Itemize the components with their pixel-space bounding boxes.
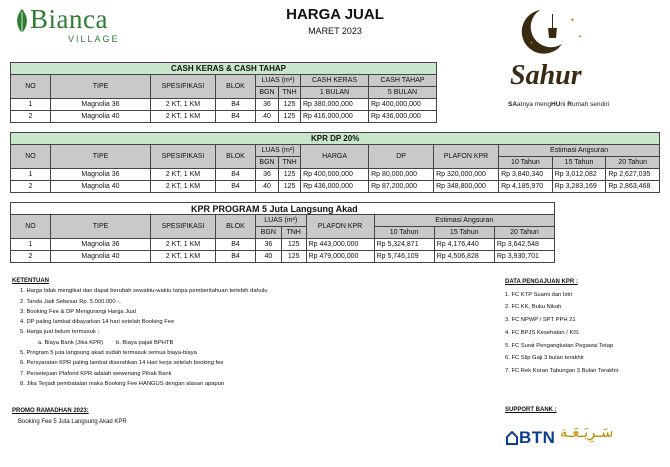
col-5-bulan: 5 BULAN	[369, 87, 437, 99]
cell-cash-tahap: Rp 436,000,000	[369, 111, 437, 123]
kpr-program-table	[10, 202, 555, 263]
cell-no: 1	[11, 239, 51, 251]
promo-block	[12, 408, 127, 425]
cell-tipe: Magnolia 40	[51, 181, 151, 193]
cell-spek: 2 KT, 1 KM	[151, 251, 216, 263]
table-row	[11, 251, 555, 263]
cell-bgn: 36	[256, 99, 279, 111]
list-item: 3. FC NPWP / SPT PPH 21	[505, 317, 576, 324]
list-item: 3. Booking Fee & DP Mengurangi Harga Jual	[20, 308, 136, 315]
cell-angsuran-15: Rp 3,283,169	[552, 181, 606, 193]
cell-bgn: 36	[256, 169, 279, 181]
btn-syariah-logo: سَـرِيَـعَـة	[560, 423, 614, 441]
list-item: 6. Persyaratan KPR paling lambat diserahkan 14 Hari kerja setelah booking fee	[20, 360, 224, 367]
col-15-tahun: 15 Tahun	[552, 157, 606, 169]
col-tipe: TIPE	[51, 215, 151, 239]
list-item: 2. Tanda Jadi Sebesar Rp. 5.000.000 -,	[20, 298, 121, 305]
table-row	[11, 169, 660, 181]
list-item: 5. Harga jual belum termasuk :	[20, 329, 99, 336]
table-row	[11, 111, 437, 123]
section-title: KPR PROGRAM 5 Juta Langsung Akad	[11, 203, 555, 215]
list-item: 6. FC Slip Gaji 3 bulan terakhir	[505, 355, 584, 362]
brand-sub: VILLAGE	[68, 34, 120, 44]
terms-heading: KETENTUAN	[12, 278, 49, 284]
col-tnh: TNH	[281, 227, 306, 239]
cell-harga: Rp 400,000,000	[301, 169, 369, 181]
col-blok: BLOK	[216, 145, 256, 169]
col-bgn: BGN	[256, 227, 282, 239]
cell-bgn: 36	[256, 239, 282, 251]
col-bgn: BGN	[256, 87, 279, 99]
sahur-logo-text: Sahur	[510, 60, 582, 91]
col-luas: LUAS (m²)	[256, 145, 301, 157]
list-item: 4. FC BPJS Kesehatan / KIS	[505, 329, 579, 336]
table-row	[11, 99, 437, 111]
col-cash-keras: CASH KERAS	[301, 75, 369, 87]
cell-blok: B4	[216, 99, 256, 111]
page-subtitle: MARET 2023	[308, 26, 362, 36]
cell-tnh: 125	[278, 181, 300, 193]
cell-blok: B4	[216, 239, 256, 251]
cell-blok: B4	[216, 111, 256, 123]
col-15-tahun: 15 Tahun	[434, 227, 494, 239]
col-plafon: PLAFON KPR	[434, 145, 499, 169]
col-spek: SPESIFIKASI	[151, 215, 216, 239]
cell-no: 2	[11, 111, 51, 123]
cell-plafon: Rp 320,000,000	[434, 169, 499, 181]
col-angsuran: Estimasi Angsuran	[499, 145, 660, 157]
btn-bank-logo: BTN	[519, 428, 556, 447]
svg-text:✦: ✦	[578, 34, 583, 40]
sahur-tagline: SAatnya mengHUni Rumah sendiri	[508, 101, 610, 108]
cell-spek: 2 KT, 1 KM	[151, 181, 216, 193]
cell-plafon: Rp 348,800,000	[434, 181, 499, 193]
col-tnh: TNH	[278, 87, 300, 99]
col-spek: SPESIFIKASI	[151, 75, 216, 99]
table-row	[11, 239, 555, 251]
table-row	[11, 181, 660, 193]
cell-spek: 2 KT, 1 KM	[151, 99, 216, 111]
col-luas: LUAS (m²)	[256, 215, 307, 227]
cell-plafon: Rp 443,000,000	[306, 239, 374, 251]
col-harga: HARGA	[301, 145, 369, 169]
section-title: CASH KERAS & CASH TAHAP	[11, 63, 437, 75]
col-tipe: TIPE	[51, 75, 151, 99]
brand-logo: Bianca	[30, 4, 108, 34]
list-item: 1. FC KTP Suami dan Istri	[505, 291, 573, 298]
cell-angsuran-20: Rp 2,627,035	[606, 169, 660, 181]
cell-angsuran-10: Rp 4,185,970	[499, 181, 553, 193]
col-20-tahun: 20 Tahun	[494, 227, 554, 239]
col-no: NO	[11, 215, 51, 239]
support-bank-heading: SUPPORT BANK :	[505, 407, 557, 413]
svg-text:✦: ✦	[530, 40, 534, 45]
col-blok: BLOK	[216, 75, 256, 99]
cell-tipe: Magnolia 36	[51, 239, 151, 251]
col-tnh: TNH	[278, 157, 300, 169]
cell-bgn: 40	[256, 251, 282, 263]
cell-blok: B4	[216, 181, 256, 193]
col-plafon: PLAFON KPR	[306, 215, 374, 239]
cell-tipe: Magnolia 36	[51, 169, 151, 181]
col-luas: LUAS (m²)	[256, 75, 301, 87]
list-item: 4. DP paling lambat dibayarkan 14 hari setelah Booking Fee	[20, 319, 175, 326]
cash-price-table	[10, 62, 437, 123]
cell-cash-keras: Rp 416,000,000	[301, 111, 369, 123]
list-item: 1. Harga tidak mengikat dan dapat berubah sewaktu-waktu tanpa pemberitahuan terlebih dahulu	[20, 288, 268, 295]
cell-spek: 2 KT, 1 KM	[151, 239, 216, 251]
kpr-requirements-list	[505, 276, 619, 378]
cell-angsuran-20: Rp 3,930,701	[494, 251, 554, 263]
cell-tnh: 125	[278, 169, 300, 181]
terms-list	[12, 276, 268, 389]
list-item: 5. Program 5 juta langsung akad sudah termasuk semua biaya-biaya	[20, 350, 197, 357]
cell-blok: B4	[216, 169, 256, 181]
cell-bgn: 40	[256, 111, 279, 123]
col-tipe: TIPE	[51, 145, 151, 169]
col-10-tahun: 10 Tahun	[499, 157, 553, 169]
cell-tipe: Magnolia 40	[51, 111, 151, 123]
cell-tnh: 125	[281, 251, 306, 263]
requirements-heading: DATA PENGAJUAN KPR :	[505, 279, 578, 285]
cell-angsuran-10: Rp 5,746,109	[374, 251, 434, 263]
promo-heading: PROMO RAMADHAN 2023:	[12, 408, 89, 414]
cell-angsuran-15: Rp 3,012,082	[552, 169, 606, 181]
cell-spek: 2 KT, 1 KM	[151, 111, 216, 123]
svg-text:✦: ✦	[570, 18, 576, 24]
cell-tnh: 125	[278, 99, 300, 111]
col-blok: BLOK	[216, 215, 256, 239]
cell-tipe: Magnolia 36	[51, 99, 151, 111]
cell-no: 1	[11, 99, 51, 111]
col-dp: DP	[369, 145, 434, 169]
cell-blok: B4	[216, 251, 256, 263]
cell-cash-keras: Rp 380,000,000	[301, 99, 369, 111]
cell-angsuran-15: Rp 4,176,440	[434, 239, 494, 251]
cell-plafon: Rp 479,000,000	[306, 251, 374, 263]
cell-angsuran-10: Rp 5,324,871	[374, 239, 434, 251]
cell-harga: Rp 436,000,000	[301, 181, 369, 193]
col-no: NO	[11, 75, 51, 99]
col-no: NO	[11, 145, 51, 169]
col-bgn: BGN	[256, 157, 279, 169]
cell-no: 1	[11, 169, 51, 181]
list-item: 7. FC Rek Koran Tabungan 3 Bulan Terakhir	[505, 367, 619, 374]
list-item: 7. Persetejuan Plafond KPR adalah wewenang Pihak Bank	[20, 370, 172, 377]
col-10-tahun: 10 Tahun	[374, 227, 434, 239]
cell-tnh: 125	[278, 111, 300, 123]
cell-angsuran-20: Rp 3,642,548	[494, 239, 554, 251]
page-title: HARGA JUAL	[286, 6, 384, 23]
list-item: 8. Jika Terjadi pembatalan maka Booking Fee HANGUS dengan alasan apapun	[20, 380, 225, 387]
cell-angsuran-10: Rp 3,840,340	[499, 169, 553, 181]
col-spek: SPESIFIKASI	[151, 145, 216, 169]
promo-text: Booking Fee 5 Juta Langsung Akad KPR	[18, 419, 127, 425]
kpr-dp-table	[10, 132, 660, 193]
list-item: 5. FC Surat Pengangkatan Pegawai Tetap	[505, 342, 614, 349]
cell-no: 2	[11, 251, 51, 263]
cell-cash-tahap: Rp 400,000,000	[369, 99, 437, 111]
cell-tnh: 125	[281, 239, 306, 251]
cell-angsuran-15: Rp 4,506,828	[434, 251, 494, 263]
cell-no: 2	[11, 181, 51, 193]
cell-dp: Rp 87,200,000	[369, 181, 434, 193]
col-20-tahun: 20 Tahun	[606, 157, 660, 169]
cell-angsuran-20: Rp 2,863,468	[606, 181, 660, 193]
col-cash-tahap: CASH TAHAP	[369, 75, 437, 87]
list-item: a. Biaya Bank (Jika KPR) b. Biaya pajak BPHTB	[38, 339, 174, 346]
section-title: KPR DP 20%	[11, 133, 660, 145]
cell-tipe: Magnolia 40	[51, 251, 151, 263]
cell-bgn: 40	[256, 181, 279, 193]
cell-dp: Rp 80,000,000	[369, 169, 434, 181]
list-item: 2. FC KK, Buku Nikah	[505, 304, 562, 311]
crescent-moon-icon	[500, 4, 620, 114]
cell-spek: 2 KT, 1 KM	[151, 169, 216, 181]
btn-house-icon	[506, 431, 518, 445]
col-angsuran: Estimasi Angsuran	[374, 215, 554, 227]
col-1-bulan: 1 BULAN	[301, 87, 369, 99]
